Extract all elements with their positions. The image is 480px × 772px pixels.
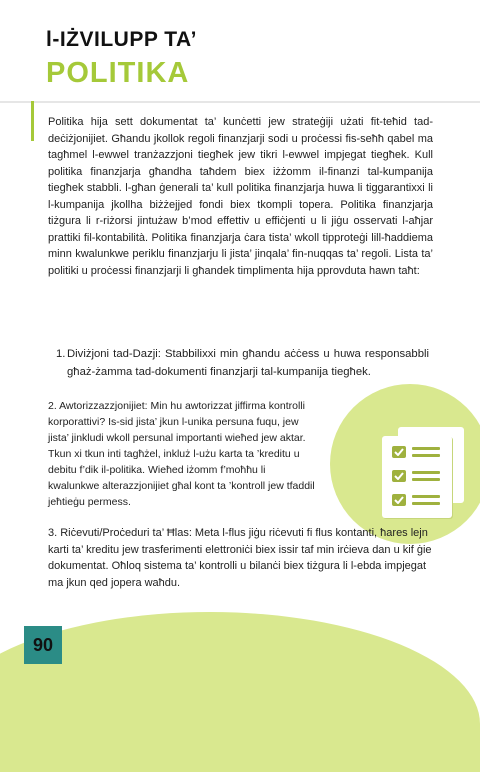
accent-bar xyxy=(31,101,34,141)
item-3-text: 3. Riċevuti/Proċeduri ta’ Ħlas: Meta l-flus jiġu riċevuti fi flus kontanti, ħares lejn karti ta’ kreditu jew trasferimenti elettroniċi biex issir taf min irċieva dan u kif ġie dokumentat. Oħloq sistema ta’ kontrolli u bilanċi biex tiżgura li l-ebda impjegat ma jkun qed jopera waħdu. xyxy=(48,527,432,589)
footer-wave xyxy=(0,612,480,772)
page-number-box xyxy=(24,626,62,664)
list-line xyxy=(412,454,440,457)
title-line-2: POLITIKA xyxy=(46,57,190,89)
header-divider xyxy=(0,101,480,103)
item-1-number: 1. xyxy=(56,348,66,360)
check-mark-icon xyxy=(392,446,406,458)
item-1-text: Diviżjoni tad-Dazji: Stabbilixxi min għandu aċċess u huwa responsabbli għaż-żamma tad-dokumenti finanzjarji tal-kumpanija tiegħek. xyxy=(67,348,429,378)
intro-paragraph: Politika hija sett dokumentat ta’ kunċetti jew strateġiji użati fit-teħid tad-deċiżjonijiet. Għandu jkollok regoli finanzjarji sodi u proċessi fis-seħħ qabel ma tagħmel l-ewwel tranżazzjoni tiegħek jew tikri l-ewwel impjegat tiegħek. Kull politika finanzjarja għandha taħdem biex iżżomm il-finanzi tal-kumpanija tiegħek stabbli. l-għan ġenerali ta’ kull politika finanzjarja huwa li tiggarantixxi li l-kumpanija jkollha biżżejjed fondi biex tkompli topera. Politika finanzjarja tiżgura li r-riżorsi jintużaw b’mod effettiv u effiċjenti u li jiġu osservati l-aħjar prattiki fil-kontabilità. Politika finanzjarja ċara tista’ wkoll tipproteġi lill-ħaddiema minn kwalunkwe periklu finanzjarju li jista’ jinqala’ fin-nuqqas ta’ regoli. Lista ta’ politiki u proċessi finanzjarji li għandek timplimenta hija pprovduta hawn taħt: xyxy=(48,116,433,277)
list-line xyxy=(412,471,440,474)
check-mark-icon xyxy=(392,494,406,506)
item-2-text: 2. Awtorizzazzjonijiet: Min hu awtorizzat jiffirma kontrolli korporattivi? Is-sid jista’ jkun l-unika persuna fuqu, jew jista’ jinkludi wkoll persunal importanti wieħed jew aktar. Tkun xi tkun inti tagħżel, inkluż l-użu karta ta ’kreditu u debitu f’dik il-politika. Wieħed iżomm f’moħħu li kwalunkwe alterazzjonijiet għal kont ta ’kontroll jew tfaddil jeħtieġu permess. xyxy=(48,400,315,508)
title-line-1: l-IŻVILUPP TA’ xyxy=(46,28,197,51)
list-line xyxy=(412,447,440,450)
page-number: 90 xyxy=(32,634,54,655)
list-line xyxy=(412,478,440,481)
list-line xyxy=(412,502,440,505)
list-line xyxy=(412,495,440,498)
document-front-sheet xyxy=(382,436,452,518)
check-mark-icon xyxy=(392,470,406,482)
